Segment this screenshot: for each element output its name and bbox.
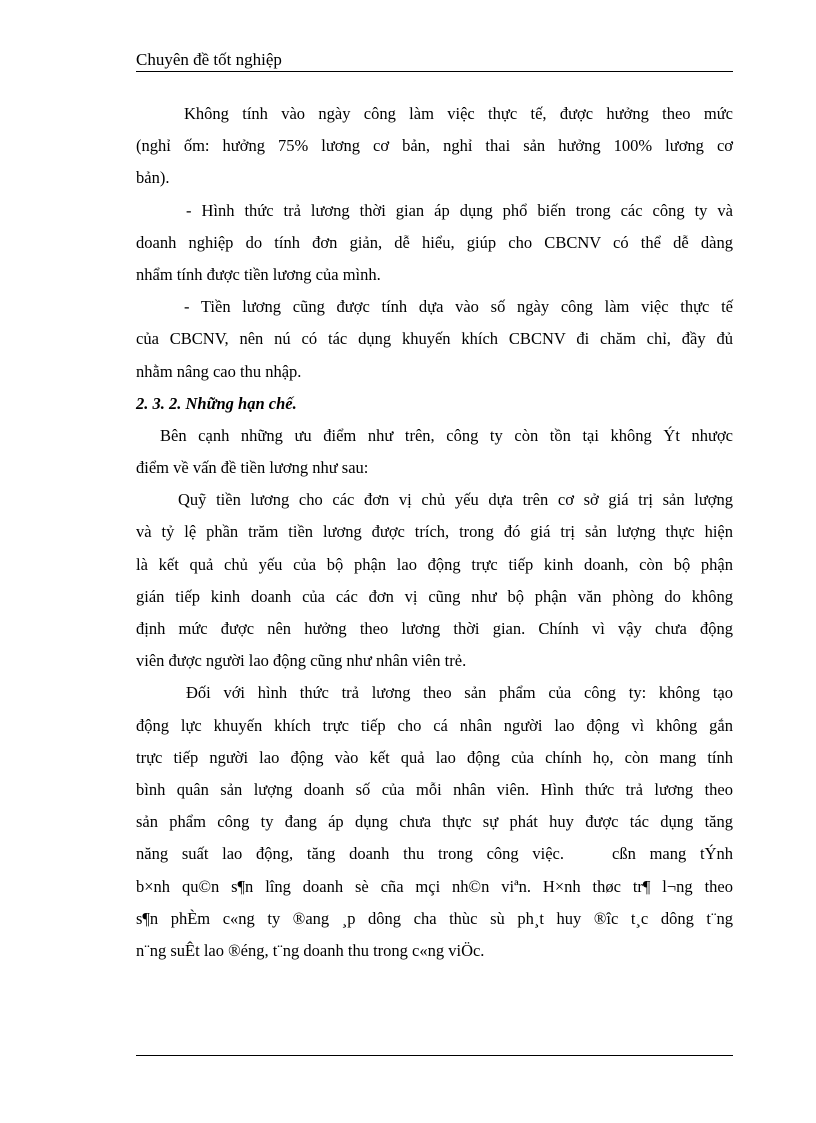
body-line bbox=[136, 838, 733, 870]
footer-rule bbox=[136, 1055, 733, 1056]
body-line: gián tiếp kinh doanh của các đơn vị cũng như bộ phận văn phòng do không bbox=[136, 586, 733, 606]
body-line: động lực khuyến khích trực tiếp cho cá nhân người lao động vì không gắn bbox=[136, 715, 733, 735]
body-line: viên được người lao động cũng như nhân viên trẻ. bbox=[136, 651, 467, 671]
body-line: là kết quả chủ yếu của bộ phận lao động trực tiếp kinh doanh, còn bộ phận bbox=[136, 554, 733, 574]
body-line: bản). bbox=[136, 168, 170, 188]
body-line: trực tiếp người lao động vào kết quả lao động của chính họ, còn mang tính bbox=[136, 747, 733, 767]
body-line: điểm về vấn đề tiền lương như sau: bbox=[136, 458, 369, 478]
document-body bbox=[136, 98, 733, 967]
body-line: Đối với hình thức trả lương theo sản phẩm của công ty: không tạo bbox=[186, 683, 733, 703]
body-line: nhẩm tính được tiền lương của mình. bbox=[136, 264, 381, 284]
body-line: sản phẩm công ty đang áp dụng chưa thực sự phát huy được tác dụng tăng bbox=[136, 812, 733, 832]
body-line: (nghỉ ốm: hưởng 75% lương cơ bản, nghỉ thai sản hưởng 100% lương cơ bbox=[136, 136, 733, 156]
body-line: n¨ng suÊt lao ®éng, t¨ng doanh thu trong c«ng viÖc. bbox=[136, 940, 485, 960]
body-line-part: cßn mang tÝnh bbox=[612, 844, 733, 864]
body-line: Quỹ tiền lương cho các đơn vị chủ yếu dựa trên cơ sở giá trị sản lượng bbox=[178, 490, 733, 510]
body-line: s¶n phÈm c«ng ty ®ang ¸p dông cha thùc sù ph¸t huy ®îc t¸c dông t¨ng bbox=[136, 908, 733, 928]
body-line: và tỷ lệ phần trăm tiền lương được trích, trong đó giá trị sản lượng thực hiện bbox=[136, 522, 733, 542]
body-line: Bên cạnh những ưu điểm như trên, công ty còn tồn tại không Ýt nhược bbox=[160, 425, 733, 445]
body-line: của CBCNV, nên nú có tác dụng khuyến khích CBCNV đi chăm chỉ, đầy đủ bbox=[136, 329, 733, 349]
body-line: nhằm nâng cao thu nhập. bbox=[136, 361, 302, 381]
body-line: - Tiền lương cũng được tính dựa vào số ngày công làm việc thực tế bbox=[184, 297, 733, 317]
body-line: định mức được nên hưởng theo lương thời gian. Chính vì vậy chưa động bbox=[136, 619, 733, 638]
body-line: doanh nghiệp do tính đơn giản, dễ hiểu, giúp cho CBCNV có thể dễ dàng bbox=[136, 232, 733, 252]
body-line: - Hình thức trả lương thời gian áp dụng phổ biến trong các công ty và bbox=[186, 200, 733, 220]
body-line: b×nh qu©n s¶n lîng doanh sè cña mçi nh©n viªn. H×nh thøc tr¶ l¬ng theo bbox=[136, 876, 733, 896]
page-header-title: Chuyên đề tốt nghiệp bbox=[136, 50, 282, 69]
body-line: Không tính vào ngày công làm việc thực tế, được hưởng theo mức bbox=[184, 104, 733, 123]
body-line-part: năng suất lao động, tăng doanh thu trong công việc. bbox=[136, 844, 565, 864]
body-line: bình quân sản lượng doanh số của mỗi nhân viên. Hình thức trả lương theo bbox=[136, 779, 733, 799]
header-rule bbox=[136, 71, 733, 72]
section-heading: 2. 3. 2. Những hạn chế. bbox=[136, 393, 297, 413]
